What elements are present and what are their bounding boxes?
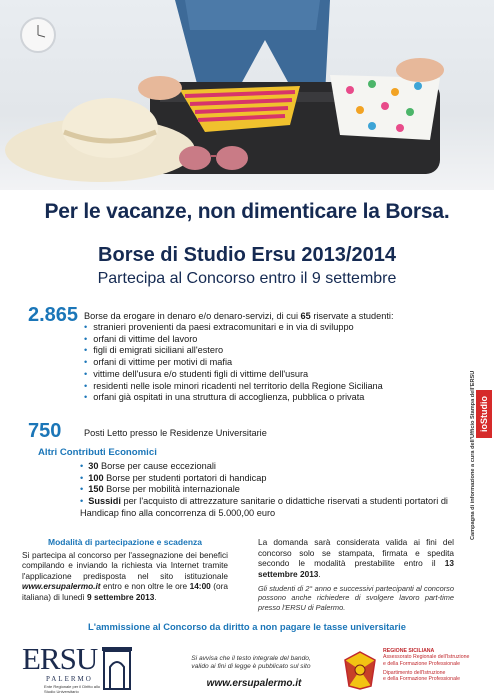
list-item: • stranieri provenienti da paesi extracomunitari e in via di sviluppo: [84, 322, 383, 334]
domanda-note: Gli studenti di 2° anno e successivi partecipanti al concorso possono anche richiedere di svolgere lavoro part-time presso l'ERSU di Palermo.: [258, 584, 454, 612]
headline: Per le vacanze, non dimenticare la Borsa.: [44, 200, 450, 223]
altri-list: [80, 461, 460, 520]
domanda-text-2: .: [318, 568, 321, 579]
regione-text: [383, 648, 469, 682]
item-bold: 100: [88, 472, 104, 483]
item-bold: 150: [88, 484, 104, 495]
borse-text-pre: Borse da erogare in denaro e/o denaro-servizi, di cui: [84, 311, 301, 321]
domanda-text-1: La domanda sarà considerata valida ai fini del concorso solo se stampata, firmata e spedita secondo le modalità prestabilite entro il: [258, 537, 454, 568]
regione-line: Dipartimento dell'Istruzione: [383, 669, 446, 676]
ersu-logo-word: ERSU: [22, 641, 98, 676]
badge-label: ioStudio: [479, 396, 489, 432]
borse-description: [84, 311, 394, 321]
list-item: • figli di emigrati siciliani all'estero: [84, 345, 383, 357]
item-bold: 30: [88, 461, 99, 471]
ersu-logo-city: PALERMO: [46, 675, 93, 683]
modalita-text-2: entro e non oltre le ore: [100, 581, 190, 591]
item-text: Borse per mobilità internazionale: [103, 484, 240, 495]
borse-number: 2.865: [28, 304, 79, 326]
regione-line: Assessorato Regionale dell'Istruzione: [383, 654, 470, 661]
ersu-logo-subtitle: Ente Regionale per il Diritto allo Studio Universitario: [44, 684, 101, 694]
regione-logo: [343, 648, 493, 696]
vertical-credit: Campagna di informazione a cura dell'Ufficio Stampa dell'ERSU: [470, 370, 476, 540]
ammissione-banner: L'ammissione al Concorso da diritto a non pagare le tasse universitarie: [88, 621, 406, 632]
list-item: • residenti nelle isole minori ricadenti nel territorio della Regione Siciliana: [84, 381, 383, 393]
suitcase-illustration: [0, 0, 494, 190]
list-item: [80, 496, 460, 519]
domanda-date: 13 settembre 2013: [258, 558, 454, 579]
posti-number: 750: [28, 420, 62, 442]
modalita-time: 14:00: [189, 581, 211, 591]
borse-list: [84, 322, 383, 404]
ersu-logo: [22, 641, 130, 697]
website-link[interactable]: www.ersupalermo.it: [206, 678, 302, 689]
altri-heading: Altri Contributi Economici: [38, 447, 157, 458]
regione-line: e della Formazione Professionale: [383, 676, 460, 683]
modalita-date: 9 settembre 2013: [87, 591, 155, 602]
iostudio-badge: [476, 390, 492, 438]
modalita-heading: Modalità di partecipazione e scadenza: [48, 537, 202, 547]
item-text: Borse per cause eccezionali: [98, 461, 216, 471]
list-item: • vittime dell'usura e/o studenti figli di vittime dell'usura: [84, 369, 383, 381]
posti-description: Posti Letto presso le Residenze Universitarie: [84, 428, 267, 438]
list-item: • orfani di vittime del lavoro: [84, 334, 383, 346]
legal-notice: Si avvisa che il testo integrale del bando, valido ai fini di legge è pubblicato sul sito: [191, 655, 311, 670]
regione-line: REGIONE SICILIANA: [383, 648, 435, 654]
modalita-text-1: Si partecipa al concorso per l'assegnazione dei benefici compilando e inviando la richiesta via Internet tramite l'applicazione predisposta nel sito istituzionale: [22, 549, 228, 581]
item-text: per l'acquisto di attrezzature sanitarie o didattiche riservati a studenti portatori di Handicap fino alla concorrenza di 5.000,00 euro: [80, 496, 448, 518]
item-bold: Sussidi: [88, 496, 121, 507]
modalita-text-4: .: [154, 591, 157, 602]
list-item: • orfani di vittime per motivi di mafia: [84, 357, 383, 369]
trinacria-icon: [343, 650, 377, 690]
regione-line: e della Formazione Professionale: [383, 660, 460, 667]
arch-icon: [102, 643, 132, 691]
list-item: • orfani già ospitati in una struttura di accoglienza, pubblica o privata: [84, 392, 383, 404]
borse-text-post: riservate a studenti:: [310, 311, 394, 321]
list-item: [80, 461, 460, 473]
domanda-column: [258, 537, 454, 612]
page-subtitle: Partecipa al Concorso entro il 9 settembre: [97, 270, 397, 287]
list-item: [80, 473, 460, 485]
page-title: Borse di Studio Ersu 2013/2014: [98, 244, 396, 266]
modalita-site: www.ersupalermo.it: [22, 581, 101, 591]
modalita-text-3: (ora italiana) di lunedì: [22, 581, 229, 602]
borse-text-bold: 65: [300, 311, 311, 321]
hero-photo: [0, 0, 494, 190]
list-item: [80, 484, 460, 496]
modalita-column: [22, 537, 228, 602]
item-text: Borse per studenti portatori di handicap: [103, 472, 267, 483]
